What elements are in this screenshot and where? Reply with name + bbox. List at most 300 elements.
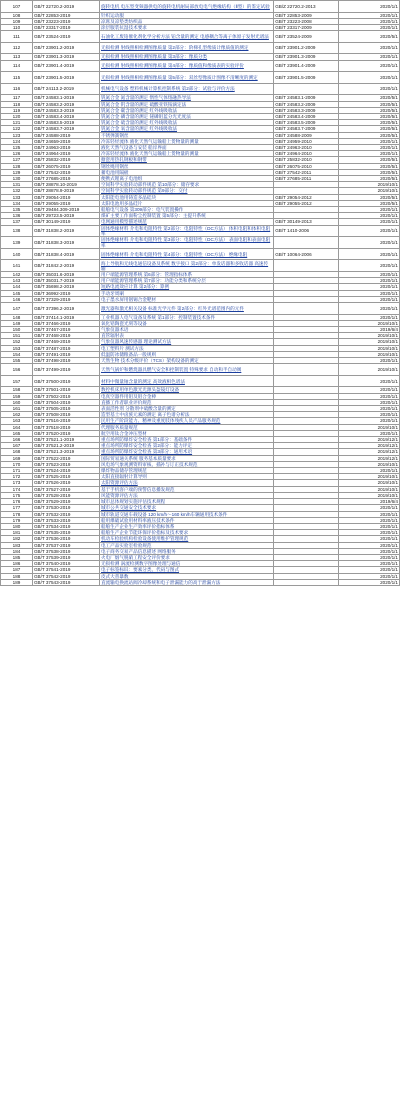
standard-title-link[interactable]: 皮式大普暴数 — [99, 573, 273, 579]
row-number: 172 — [1, 474, 33, 480]
standard-title-link[interactable]: 手动牙周刷 — [99, 290, 273, 296]
standard-title-link[interactable]: 无损检测 涡流检测数字图像处理与通信 — [99, 561, 273, 567]
effective-date: 2020/1/1 — [339, 290, 400, 296]
standard-code: GB/T 37524-2019 — [32, 468, 99, 474]
table-row — [1, 364, 400, 376]
replaced-standard: GB/T 25832-2010 — [274, 157, 339, 163]
standard-code: GB/T 36992-2019 — [32, 290, 99, 296]
standard-code: GB/T 23901.4-2019 — [32, 60, 99, 72]
effective-date: 2019/10/1 — [339, 188, 400, 194]
standard-code: GB/T 24113.2-2019 — [32, 83, 99, 95]
replaced-standard: GB/T 23901.4-2009 — [274, 60, 339, 72]
effective-date: 2020/1/1 — [339, 511, 400, 517]
effective-date: 2020/1/1 — [339, 399, 400, 405]
standard-title-link[interactable]: 电工产品实验室检验规范 — [99, 542, 273, 548]
row-number: 112 — [1, 42, 33, 54]
standard-title-link[interactable]: 机械电气设备 塑料机械计算机控制系统 第2部分：试验与评价方法 — [99, 83, 273, 95]
standard-title-link[interactable]: 爆炸物品储存管理规范 — [99, 468, 273, 474]
standard-title-link[interactable]: 电网通用模型描述规范 — [99, 219, 273, 225]
effective-date: 2020/1/1 — [339, 18, 400, 24]
table-row — [1, 375, 400, 387]
effective-date: 2020/1/1 — [339, 138, 400, 144]
row-number: 186 — [1, 561, 33, 567]
standard-title-link[interactable]: 钢丝绳用钢丝 — [99, 163, 273, 169]
effective-date: 2020/5/1 — [339, 163, 400, 169]
row-number: 154 — [1, 351, 33, 357]
standard-title-link[interactable]: 固体绝缘材料 介电和电阻特性 第2部分：电阻特性（DC方法） 体积电阻和体积电阻率 — [99, 225, 273, 237]
standard-title-link[interactable]: 凉席及凉垫类纺织品 — [99, 18, 273, 24]
standard-code: GB/T 25832-2019 — [32, 157, 99, 163]
row-number: 155 — [1, 358, 33, 364]
standard-title-link[interactable]: 用户端能源管理系统 第7部分：功能分类和系统分层 — [99, 278, 273, 284]
standard-title-link[interactable]: 国际贸易通关系统 服务基本质量要求 — [99, 455, 273, 461]
standard-title-link[interactable]: 数控机床用单色激光光源头盔镜灯设备 — [99, 387, 273, 393]
effective-date: 2020/1/1 — [339, 237, 400, 249]
replaced-standard — [274, 260, 339, 272]
standard-title-link[interactable]: 风能资源评估方法 — [99, 492, 273, 498]
standard-code: GB/T 24964-2019 — [32, 151, 99, 157]
row-number: 148 — [1, 314, 33, 320]
standard-code: GB/T 37521.3-2019 — [32, 449, 99, 455]
standard-title-link[interactable]: 船用爆破试验用材料率液压技术条件 — [99, 517, 273, 523]
effective-date: 2020/1/1 — [339, 213, 400, 219]
standard-code: GB/T 37543-2019 — [32, 579, 99, 585]
standard-code: GB/T 35031.7-2019 — [32, 278, 99, 284]
standard-title-link[interactable]: 城市总体规划实施评估技术规程 — [99, 499, 273, 505]
standard-title-link[interactable]: 船舶生产企业生产效率评价指标体系 — [99, 523, 273, 529]
row-number: 124 — [1, 138, 33, 144]
standard-title-link[interactable]: 钒氮合金 碳含量的测定 红外线吸收法 — [99, 107, 273, 113]
row-number: 163 — [1, 418, 33, 424]
standard-title-link[interactable]: 太阳能电池用铸造多晶硅块 — [99, 194, 273, 200]
standard-code: GB/T 29723.5-2019 — [32, 213, 99, 219]
standard-title-link[interactable]: 低温防冰储粮备品一般规则 — [99, 351, 273, 357]
table-row — [1, 579, 400, 585]
row-number: 179 — [1, 517, 33, 523]
replaced-standard: GB/T 23524-2009 — [274, 31, 339, 43]
standard-title-link[interactable]: 机动车检验机构检验设备使用维护管理规范 — [99, 536, 273, 542]
standard-title-link[interactable]: 太阳资源评估方法 — [99, 480, 273, 486]
standard-title-link[interactable]: 激光器和激光相关设备 标准光学元件 第2部分：红外光谱范围内的元件 — [99, 303, 273, 315]
effective-date: 2019/12/1 — [339, 443, 400, 449]
row-number: 132 — [1, 188, 33, 194]
effective-date: 2020/1/1 — [339, 272, 400, 278]
row-number: 166 — [1, 437, 33, 443]
effective-date: 2020/5/1 — [339, 31, 400, 43]
standard-code: GB/T 23223-2019 — [32, 18, 99, 24]
row-number: 164 — [1, 424, 33, 430]
row-number: 111 — [1, 31, 33, 43]
row-number: 115 — [1, 72, 33, 84]
standard-code: GB/T 35031.6-2019 — [32, 272, 99, 278]
standard-title-link[interactable]: 气象仪器风速传感器 理论测试方法 — [99, 339, 273, 345]
effective-date: 2020/1/1 — [339, 284, 400, 290]
effective-date: 2019/12/1 — [339, 449, 400, 455]
standard-title-link[interactable]: 针织运动服 — [99, 12, 273, 18]
replaced-standard: GB/T 27542-2011 — [274, 169, 339, 175]
row-number: 119 — [1, 107, 33, 113]
effective-date: 2020/1/1 — [339, 83, 400, 95]
row-number: 120 — [1, 113, 33, 119]
standard-code: GB/T 37396.2-2019 — [32, 303, 99, 315]
effective-date: 2019/10/1 — [339, 461, 400, 467]
effective-date: 2020/1/1 — [339, 523, 400, 529]
standard-title-link[interactable]: 固体绝缘材料 介电和电阻特性 第3部分：电阻特性（DC方法） 表面电阻和表面电阻率 — [99, 237, 273, 249]
standard-title-link[interactable]: 直管辐射表 — [99, 333, 273, 339]
effective-date: 2019/10/1 — [339, 182, 400, 188]
table-row — [1, 60, 400, 72]
standard-code: GB/T 24588-2019 — [32, 132, 99, 138]
replaced-standard: GB/T 24583.5-2009 — [274, 120, 339, 126]
standard-code: GB/T 37502-2019 — [32, 393, 99, 399]
standard-code: GB/T 22720.2-2019 — [32, 1, 99, 13]
replaced-standard: GB/T 24583.3-2009 — [274, 107, 339, 113]
effective-date: 2020/1/1 — [339, 260, 400, 272]
effective-date: 2020/1/1 — [339, 579, 400, 585]
effective-date: 2020/5/1 — [339, 132, 400, 138]
standard-code: GB/T 37505-2019 — [32, 406, 99, 412]
standard-code: GB/T 35698.2-2019 — [32, 284, 99, 290]
effective-date: 2019/10/1 — [339, 474, 400, 480]
effective-date: 2020/1/1 — [339, 561, 400, 567]
standard-code: GB/T 37537-2019 — [32, 542, 99, 548]
standard-title-link[interactable]: 空间科学实验转动部件规范 第9部分：交付 — [99, 188, 273, 194]
standard-title-link[interactable]: 便携式锂离子电池组 — [99, 176, 273, 182]
standard-title-link[interactable]: 不锈弹簧钢丝 — [99, 132, 273, 138]
row-number: 156 — [1, 364, 33, 376]
effective-date: 2019/12/1 — [339, 455, 400, 461]
replaced-standard: GB/T 24963-2010 — [274, 145, 339, 151]
standard-title-link[interactable]: 航空用钛合金冲压型材 — [99, 430, 273, 436]
row-number: 149 — [1, 320, 33, 326]
standard-code: GB/T 37527-2019 — [32, 486, 99, 492]
standard-title-link[interactable]: 火电厂烟气脱硝工程安全评价要求 — [99, 554, 273, 560]
standard-code: GB/T 31838.3-2019 — [32, 237, 99, 249]
standard-title-link[interactable]: 城市轨道交通车载设备 120 km/h～160 km/h车辆通用技术条件 — [99, 511, 273, 517]
effective-date: 2019/10/1 — [339, 480, 400, 486]
row-number: 188 — [1, 573, 33, 579]
replaced-standard — [274, 303, 339, 315]
row-number: 116 — [1, 83, 33, 95]
standard-title-link[interactable]: 重点场所防爆炸安全检查 第1部分：基础条件 — [99, 437, 273, 443]
replaced-standard: GB/T 24588-2009 — [274, 132, 339, 138]
effective-date: 2019/10/1 — [339, 424, 400, 430]
standard-code: GB/T 37508-2019 — [32, 412, 99, 418]
standard-title-link[interactable]: 电子商务交易产品信息描述 网络服务 — [99, 548, 273, 554]
effective-date: 2020/1/1 — [339, 151, 400, 157]
standard-code: GB/T 37536-2019 — [32, 536, 99, 542]
effective-date: 2019/10/1 — [339, 364, 400, 376]
row-number: 108 — [1, 12, 33, 18]
row-number: 136 — [1, 213, 33, 219]
effective-date: 2020/5/1 — [339, 120, 400, 126]
replaced-standard: GB/T 24583.2-2009 — [274, 101, 339, 107]
row-number: 162 — [1, 412, 33, 418]
effective-date: 2020/1/1 — [339, 505, 400, 511]
standard-title-link[interactable]: 钒氮合金 钒含量的测定 硫酸亚铁铵滴定法 — [99, 101, 273, 107]
standard-title-link[interactable]: 船舶电气设备 第309部分：电气装置操作 — [99, 207, 273, 213]
standard-code: GB/T 24583.3-2019 — [32, 107, 99, 113]
row-number: 175 — [1, 492, 33, 498]
standard-title-link[interactable]: 涂层服装抗湿技术要求 — [99, 25, 273, 31]
row-number: 140 — [1, 248, 33, 260]
effective-date: 2020/1/1 — [339, 207, 400, 213]
row-number: 137 — [1, 219, 33, 225]
standard-title-link[interactable]: 无损检测 射线照相检测图像质量 第5部分：双丝型像质计图像不清晰度的测定 — [99, 72, 273, 84]
standard-code: GB/T 24963-2019 — [32, 145, 99, 151]
row-number: 178 — [1, 511, 33, 517]
row-number: 142 — [1, 272, 33, 278]
row-number: 151 — [1, 333, 33, 339]
standard-title-link[interactable]: 冷冻轻烃流体 液化天然气运输船上货物量的测量 — [99, 138, 273, 144]
row-number: 135 — [1, 207, 33, 213]
effective-date: 2020/1/1 — [339, 387, 400, 393]
standard-title-link[interactable]: 冷冻轻烃流体 液化天然气运输船上货物量的测量 — [99, 151, 273, 157]
standard-title-link[interactable]: 电子墨水屏用铟锡合金靶材 — [99, 296, 273, 302]
effective-date: 2020/1/1 — [339, 530, 400, 536]
standard-title-link[interactable]: 无损检测 射线照相检测图像质量 第4部分：像质值和像质表的实验评价 — [99, 60, 273, 72]
row-number: 127 — [1, 157, 33, 163]
standard-title-link[interactable]: 电子标签标识：要素分类、代码与图式 — [99, 567, 273, 573]
standard-title-link[interactable]: 表面活性剂 分散剂中硫酸含量的测定 — [99, 406, 273, 412]
standard-title-link[interactable]: 无损检测 射线照相检测图像质量 第2部分：阶梯孔型像质计像质值的测定 — [99, 42, 273, 54]
row-number: 185 — [1, 554, 33, 560]
row-number: 177 — [1, 505, 33, 511]
standard-code: GB/T 37528-2019 — [32, 492, 99, 498]
replaced-standard: GB/T 29054-2012 — [274, 194, 339, 200]
effective-date: 2020/5/1 — [339, 194, 400, 200]
standard-title-link[interactable]: 钒氮合金 氮含量的测定 惰性气体熔融热导法 — [99, 95, 273, 101]
replaced-standard: GB/T 27685-2011 — [274, 176, 339, 182]
row-number: 153 — [1, 345, 33, 351]
replaced-standard: GB/T 26075-2010 — [274, 163, 339, 169]
standard-code: GB/T 37329-2019 — [32, 296, 99, 302]
effective-date: 2019/6/4 — [339, 327, 400, 333]
standard-title-link[interactable]: 船舶生产企业节能环保评价指标及技术要求 — [99, 530, 273, 536]
standard-code: GB/T 37521.2-2019 — [32, 443, 99, 449]
standard-code: GB/T 37538-2019 — [32, 548, 99, 554]
effective-date: 2020/1/1 — [339, 573, 400, 579]
standard-code: GB/T 26075-2019 — [32, 163, 99, 169]
row-number: 174 — [1, 486, 33, 492]
standard-code: GB/T 37500-2019 — [32, 375, 99, 387]
standard-code: GB/T 24659-2019 — [32, 138, 99, 144]
effective-date: 2020/5/1 — [339, 95, 400, 101]
effective-date: 2020/5/1 — [339, 200, 400, 206]
standard-title-link[interactable]: 无损检测 射线照相检测图像质量 第3部分：像质分类 — [99, 54, 273, 60]
standard-title-link[interactable]: 钒氮合金 磷含量的测定 铋磷钼蓝分光光度法 — [99, 113, 273, 119]
standard-code: GB/T 37504-2019 — [32, 399, 99, 405]
standard-title-link[interactable]: 直播工作者职业评价规范 — [99, 399, 273, 405]
standard-title-link[interactable]: 短路电流效应计算 第2部分：算例 — [99, 284, 273, 290]
standard-code: GB/T 29484.309-2019 — [32, 207, 99, 213]
row-number: 130 — [1, 176, 33, 182]
standard-code: GB/T 28878.10-2019 — [32, 182, 99, 188]
row-number: 189 — [1, 579, 33, 585]
standard-code: GB/T 23901.5-2019 — [32, 72, 99, 84]
standard-title-link[interactable]: 造型基土中卤族元素的测定 离子色谱分析法 — [99, 412, 273, 418]
standard-code: GB/T 37498-2019 — [32, 358, 99, 364]
effective-date: 2020/1/1 — [339, 225, 400, 237]
standard-title-link[interactable]: 搪瓷用热轧钢板和钢带 — [99, 157, 273, 163]
standard-title-link[interactable]: 风电场气象观测资料审核、插补与订正技术规范 — [99, 461, 273, 467]
standard-code: GB/T 37533-2019 — [32, 517, 99, 523]
replaced-standard: GB/T 30149-2013 — [274, 219, 339, 225]
standard-title-link[interactable]: 固体绝缘材料 介电和电阻特性 第4部分：电阻特性（DC方法） 绝缘电阻 — [99, 248, 273, 260]
standard-title-link[interactable]: 电工塑料片 测试方法 — [99, 345, 273, 351]
effective-date: 2020/5/1 — [339, 176, 400, 182]
row-number: 173 — [1, 480, 33, 486]
table-row — [1, 303, 400, 315]
row-number: 161 — [1, 406, 33, 412]
standard-title-link[interactable]: 用户端能源管理系统 第6部分：管理指标体系 — [99, 272, 273, 278]
effective-date: 2019/6/4 — [339, 499, 400, 505]
effective-date: 2020/5/1 — [339, 169, 400, 175]
effective-date: 2020/1/1 — [339, 536, 400, 542]
row-number: 150 — [1, 327, 33, 333]
standard-code: GB/T 37541-2019 — [32, 567, 99, 573]
effective-date: 2019/10/1 — [339, 320, 400, 326]
row-number: 110 — [1, 25, 33, 31]
standard-code: GB/T 29054-2019 — [32, 194, 99, 200]
row-number: 114 — [1, 60, 33, 72]
row-number: 180 — [1, 523, 33, 529]
standard-title-link[interactable]: 工业机器人电气设备及系统 第1部分：控制装置技术条件 — [99, 314, 273, 320]
effective-date: 2020/1/1 — [339, 54, 400, 60]
effective-date: 2020/1/1 — [339, 418, 400, 424]
table-row — [1, 83, 400, 95]
row-number: 134 — [1, 200, 33, 206]
effective-date: 2020/1/1 — [339, 554, 400, 560]
standard-title-link[interactable]: 民用生产阶段能力、精神及重度肢体残疾人员产品服务规范 — [99, 418, 273, 424]
row-number: 181 — [1, 530, 33, 536]
effective-date: 2019/10/1 — [339, 345, 400, 351]
row-number: 147 — [1, 303, 33, 315]
row-number: 171 — [1, 468, 33, 474]
standard-code: GB/T 30149-2019 — [32, 219, 99, 225]
standard-title-link[interactable]: 钒氮合金 氧含量的测定 红外线吸收法 — [99, 126, 273, 132]
standard-title-link[interactable]: 蓄电池用隔板 — [99, 169, 273, 175]
standard-code: GB/T 37523-2019 — [32, 461, 99, 467]
standard-code: GB/T 23317-2019 — [32, 25, 99, 31]
table-row — [1, 1, 400, 13]
standard-title-link[interactable]: 直流输电换流站阀冷却系统和电子泄漏能力的高于泄漏方法 — [99, 579, 273, 585]
effective-date: 2020/1/1 — [339, 412, 400, 418]
standard-code: GB/T 37526-2019 — [32, 480, 99, 486]
row-number: 128 — [1, 163, 33, 169]
effective-date: 2020/1/1 — [339, 278, 400, 284]
table-row — [1, 225, 400, 237]
standard-title-link[interactable]: 重点场所防爆炸安全检查 第2部分：能力评定 — [99, 443, 273, 449]
row-number: 184 — [1, 548, 33, 554]
standard-code: GB/T 37540-2019 — [32, 561, 99, 567]
table-row — [1, 42, 400, 54]
row-number: 117 — [1, 95, 33, 101]
standard-title-link[interactable]: 海上导航和无线电通信设备及系统 数字接口 第2部分：单发话器和多收话器 高速传输 — [99, 260, 273, 272]
row-number: 158 — [1, 387, 33, 393]
replaced-standard: GB/T 29055-2012 — [274, 200, 339, 206]
replaced-standard — [274, 364, 339, 376]
row-number: 141 — [1, 260, 33, 272]
row-number: 129 — [1, 169, 33, 175]
replaced-standard: GB/T 24583.1-2009 — [274, 95, 339, 101]
effective-date: 2020/1/1 — [339, 314, 400, 320]
effective-date: 2020/5/1 — [339, 113, 400, 119]
row-number: 144 — [1, 284, 33, 290]
row-number: 183 — [1, 542, 33, 548]
standard-title-link[interactable]: 城市公共交通安全技术要求 — [99, 505, 273, 511]
standard-title-link[interactable]: 材料中微量铀含量的测定 高效液相色谱法 — [99, 375, 273, 387]
replaced-standard: GB/T 23317-2009 — [274, 25, 339, 31]
row-number: 123 — [1, 132, 33, 138]
standard-code: GB/T 37468-2019 — [32, 333, 99, 339]
effective-date: 2020/1/1 — [339, 248, 400, 260]
standard-title-link[interactable]: 液化天然气设备与安装 船岸界面 — [99, 145, 273, 151]
standard-code: GB/T 37539-2019 — [32, 554, 99, 560]
standard-title-link[interactable]: 太阳电池用多晶硅片 — [99, 200, 273, 206]
replaced-standard: GB/T 10064-2006 — [274, 248, 339, 260]
standard-code: GB/T 31842.2-2019 — [32, 260, 99, 272]
standard-code: GB/T 37522-2019 — [32, 455, 99, 461]
effective-date: 2019/10/1 — [339, 486, 400, 492]
effective-date: 2020/1/1 — [339, 303, 400, 315]
standard-code: GB/T 37469-2019 — [32, 339, 99, 345]
effective-date: 2020/5/1 — [339, 126, 400, 132]
row-number: 187 — [1, 567, 33, 573]
row-number: 157 — [1, 375, 33, 387]
standard-code: GB/T 37529-2019 — [32, 499, 99, 505]
standard-title-link[interactable]: 天然生物 技术分级评价（TCS）架构设备的测定 — [99, 358, 273, 364]
standard-title-link[interactable]: 煤矿主要工作面粉尘控制装置 第5部分：主提升系统 — [99, 213, 273, 219]
replaced-standard: GB/T 22853-2009 — [274, 12, 339, 18]
standard-title-link[interactable]: 气象仪器术语 — [99, 327, 273, 333]
standard-title-link[interactable]: 空间科学实验转动部件规范 第10部分：储存要求 — [99, 182, 273, 188]
standard-code: GB/T 31838.4-2019 — [32, 248, 99, 260]
standard-code: GB/T 37499-2019 — [32, 364, 99, 376]
standard-title-link[interactable]: 太阳直接辐射计算导则 — [99, 474, 273, 480]
row-number: 169 — [1, 455, 33, 461]
standard-title-link[interactable]: 重点场所防爆炸安全检查 第3部分：通用术语 — [99, 449, 273, 455]
effective-date: 2020/1/1 — [339, 219, 400, 225]
table-row — [1, 248, 400, 260]
effective-date: 2020/1/1 — [339, 42, 400, 54]
standard-title-link[interactable]: 代理服务质量规范 — [99, 424, 273, 430]
replaced-standard: GB/T 23901.2-2009 — [274, 42, 339, 54]
standard-title-link[interactable]: 基于手机客户端的预警信息播发规范 — [99, 486, 273, 492]
standard-title-link[interactable]: 钒氮合金 硫含量的测定 红外线吸收法 — [99, 120, 273, 126]
standard-code: GB/T 37534-2019 — [32, 523, 99, 529]
effective-date: 2020/1/1 — [339, 60, 400, 72]
row-number: 133 — [1, 194, 33, 200]
standard-title-link[interactable]: 电真空器件用钼及钼合金棒 — [99, 393, 273, 399]
table-row — [1, 260, 400, 272]
standard-title-link[interactable]: 天然气锅炉和燃烧器具燃气安全和控制装置 特殊要求 自动和半自动阀 — [99, 364, 273, 376]
replaced-standard: GB/T 23901.3-2009 — [274, 54, 339, 60]
standard-title-link[interactable]: 氧化锆陶瓷光刻等设备 — [99, 320, 273, 326]
standard-title-link[interactable]: 旋转电机 电压型变频器供电的旋转电机耐局部放电电气绝缘结构（Ⅱ型）的鉴定试验 — [99, 1, 273, 13]
standard-title-link[interactable]: 石油化工废铂催化剂化学分析方法 铂含量的测定 电感耦合等离子体原子发射光谱法 — [99, 31, 273, 43]
effective-date: 2020/1/1 — [339, 1, 400, 13]
standard-code: GB/T 37467-2019 — [32, 327, 99, 333]
row-number: 143 — [1, 278, 33, 284]
standard-code: GB/T 22853-2019 — [32, 12, 99, 18]
row-number: 107 — [1, 1, 33, 13]
replaced-standard: GB/Z 22720.2-2013 — [274, 1, 339, 13]
standard-code: GB/T 24583.7-2019 — [32, 126, 99, 132]
effective-date: 2020/5/1 — [339, 157, 400, 163]
row-number: 182 — [1, 536, 33, 542]
standard-code: GB/T 37516-2019 — [32, 418, 99, 424]
